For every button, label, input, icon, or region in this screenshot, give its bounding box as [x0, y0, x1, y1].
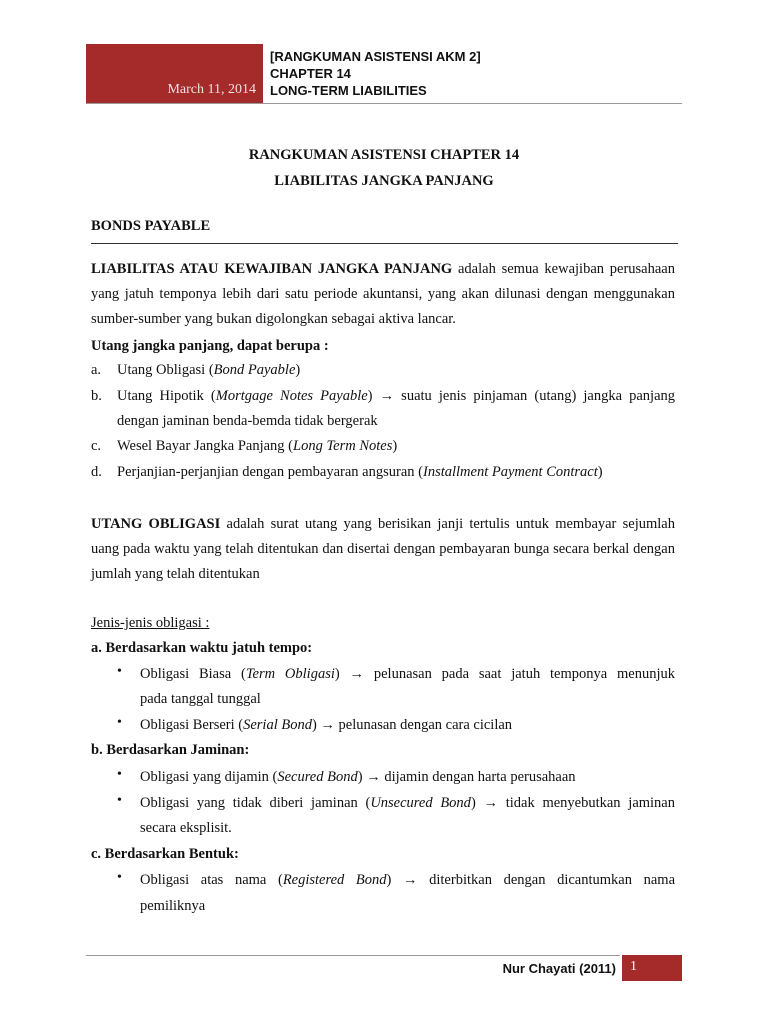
jenis-b1-item: Obligasi yang dijamin (Secured Bond) → dijamin dengan harta perusahaan [140, 769, 576, 785]
jenis-heading: Jenis-jenis obligasi : [91, 615, 210, 631]
utang-b-letter: b. [91, 388, 102, 404]
utang-heading: Utang jangka panjang, dapat berupa : [91, 338, 329, 354]
obligasi-text: adalah surat utang yang berisikan janji tertulis untuk membayar sejumlah uang pada waktu yang telah ditentukan dan disertai dengan pembayaran bunga secara berkal dengan jumlah yang telah ditentukan [91, 516, 675, 582]
utang-c-item: Wesel Bayar Jangka Panjang (Long Term Notes) [117, 438, 398, 454]
header-date: March 11, 2014 [167, 82, 256, 97]
jenis-a1-cont: pada tanggal tunggal [140, 691, 261, 707]
bullet-icon: • [117, 870, 122, 885]
jenis-b2-item: Obligasi yang tidak diberi jaminan (Unsecured Bond) → tidak menyebutkan jaminan [140, 795, 675, 811]
jenis-c1-item: Obligasi atas nama (Registered Bond) → diterbitkan dengan dicantumkan nama [140, 872, 675, 888]
header-title [270, 48, 481, 99]
jenis-b-heading: b. Berdasarkan Jaminan: [91, 742, 250, 758]
header-title-line2: CHAPTER 14 [270, 66, 351, 81]
jenis-c1-cont: pemiliknya [140, 898, 206, 914]
footer-author: Nur Chayati (2011) [502, 961, 616, 976]
jenis-a2-item: Obligasi Berseri (Serial Bond) → pelunasan dengan cara cicilan [140, 717, 513, 733]
utang-c-letter: c. [91, 438, 102, 454]
utang-a-item: Utang Obligasi (Bond Payable) [117, 362, 301, 378]
jenis-c-heading: c. Berdasarkan Bentuk: [91, 846, 239, 862]
bullet-icon: • [117, 664, 122, 679]
doc-title: RANGKUMAN ASISTENSI CHAPTER 14 [248, 147, 520, 163]
bullet-icon: • [117, 767, 122, 782]
intro-term: LIABILITAS ATAU KEWAJIBAN JANGKA PANJANG [91, 261, 453, 277]
intro-paragraph [91, 257, 675, 332]
footer-rule [86, 955, 682, 956]
utang-d-letter: d. [91, 464, 102, 480]
utang-b-cont: dengan jaminan benda-bemda tidak bergerak [117, 413, 378, 429]
jenis-a-heading: a. Berdasarkan waktu jatuh tempo: [91, 640, 313, 656]
bullet-icon: • [117, 793, 122, 808]
intro-text: adalah semua kewajiban perusahaan yang jatuh temponya lebih dari satu periode akuntansi, yang akan dilunasi dengan menggunakan sumber-sumber yang bukan digolongkan sebagai aktiva lancar. [91, 261, 675, 327]
header-title-line3: LONG-TERM LIABILITIES [270, 83, 427, 98]
jenis-a1-item: Obligasi Biasa (Term Obligasi) → pelunasan pada saat jatuh temponya menunjuk [140, 666, 676, 682]
obligasi-paragraph [91, 512, 675, 587]
doc-subtitle: LIABILITAS JANGKA PANJANG [274, 173, 494, 189]
section-rule [91, 243, 678, 244]
page-number: 1 [630, 959, 637, 974]
header-rule [86, 103, 682, 104]
obligasi-term: UTANG OBLIGASI [91, 516, 221, 532]
utang-a-letter: a. [91, 362, 102, 378]
section-heading: BONDS PAYABLE [91, 218, 211, 234]
utang-b-item: Utang Hipotik (Mortgage Notes Payable) → suatu jenis pinjaman (utang) jangka panjang [117, 388, 675, 404]
jenis-b2-cont: secara eksplisit. [140, 820, 232, 836]
bullet-icon: • [117, 715, 122, 730]
footer-separator [620, 955, 622, 981]
header-separator [263, 44, 265, 103]
utang-d-item: Perjanjian-perjanjian dengan pembayaran angsuran (Installment Payment Contract) [117, 464, 603, 480]
header-title-line1: [RANGKUMAN ASISTENSI AKM 2] [270, 49, 481, 64]
